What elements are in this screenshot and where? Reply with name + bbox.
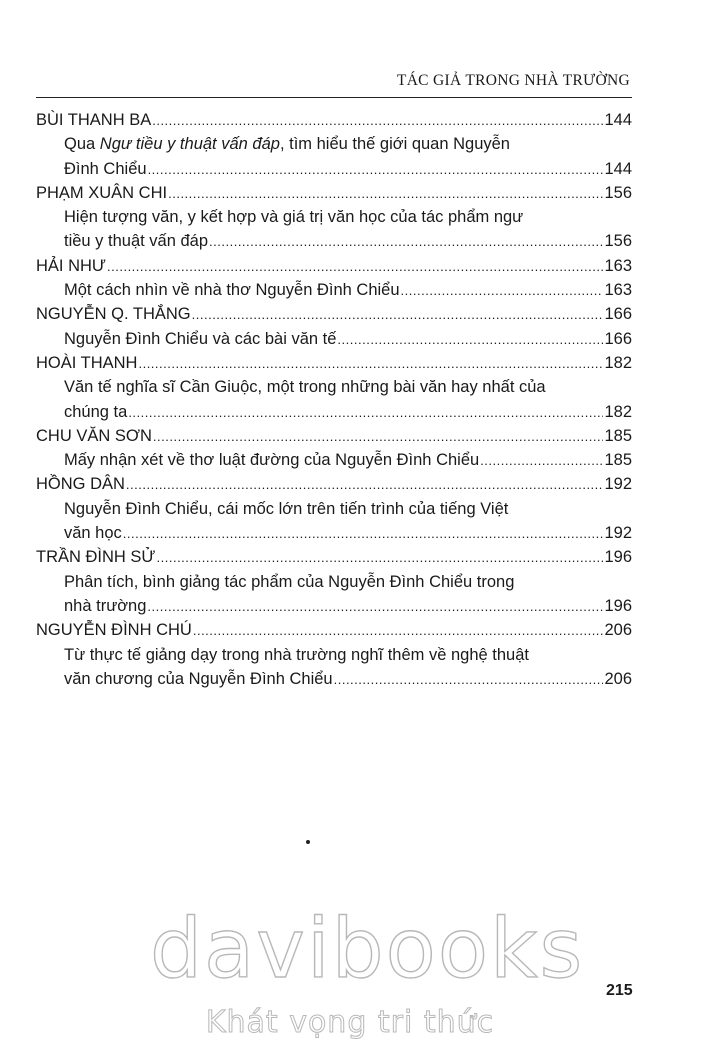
toc-work-title: Nguyễn Đình Chiểu và các bài văn tế [64,329,337,348]
toc-author-name: HỒNG DÂN [36,475,125,494]
toc-work-entry-end [36,229,632,253]
dot-leader [107,255,603,279]
dot-leader [157,546,604,570]
dot-leader [153,425,604,449]
watermark-brand: davibooks [150,902,585,997]
toc-page-number: 182 [604,353,632,372]
toc-author-name: NGUYỄN Q. THẮNG [36,305,191,324]
toc-author-entry [36,351,632,375]
toc-work-entry-end [36,157,632,181]
dot-leader [138,352,603,376]
toc-page-number: 163 [604,256,632,275]
page-number: 215 [606,982,633,999]
toc-work-entry [36,205,632,229]
toc-work-title: Nguyễn Đình Chiểu, cái mốc lớn trên tiến trình của tiếng Việt [64,499,509,518]
toc-author-entry [36,545,632,569]
dot-leader [152,109,603,133]
dot-leader [334,668,604,692]
dot-leader [193,619,604,643]
toc-page-number: 144 [604,159,632,178]
table-of-contents [36,108,632,691]
toc-page-number: 206 [604,669,632,688]
dot-leader [126,473,604,497]
toc-author-entry [36,618,632,642]
toc-work-entry [36,643,632,667]
dot-leader [123,522,604,546]
toc-work-title: Đình Chiểu [64,159,147,178]
toc-author-name: CHU VĂN SƠN [36,426,152,445]
toc-author-name: HẢI NHƯ [36,256,107,275]
toc-page-number: 156 [604,232,632,251]
toc-work-entry [36,132,632,156]
toc-page-number: 185 [604,451,632,470]
toc-author-entry [36,108,632,132]
toc-author-entry [36,254,632,278]
dot-leader [337,328,603,352]
toc-work-entry-end [36,521,632,545]
toc-work-title: Hiện tượng văn, y kết hợp và giá trị văn học của tác phẩm ngư [64,208,524,227]
toc-work-entry-end [36,400,632,424]
toc-page-number: 166 [604,305,632,324]
toc-page-number: 156 [604,183,632,202]
toc-work-title-prefix: Qua [64,135,100,154]
toc-author-name: NGUYỄN ĐÌNH CHÚ [36,621,192,640]
toc-page-number: 206 [604,621,632,640]
toc-work-title: Phân tích, bình giảng tác phẩm của Nguyễn Đình Chiểu trong [64,572,515,591]
toc-work-title: văn học [64,524,122,543]
toc-page-number: 192 [604,524,632,543]
dot-leader [168,182,603,206]
dot-leader [128,401,603,425]
toc-work-entry [36,497,632,521]
toc-page-number: 192 [604,475,632,494]
dot-leader [148,158,604,182]
toc-work-entry [36,327,632,351]
toc-work-title: Văn tế nghĩa sĩ Cần Giuộc, một trong những bài văn hay nhất của [64,378,546,397]
toc-work-title: Mấy nhận xét về thơ luật đường của Nguyễn Đình Chiểu [64,451,480,470]
dot-leader [401,279,604,303]
dot-leader [480,449,603,473]
toc-page-number: 144 [604,111,632,129]
toc-page-number: 185 [604,426,632,445]
toc-work-entry [36,375,632,399]
toc-author-name: HOÀI THANH [36,353,138,372]
dot-leader [209,230,603,254]
toc-work-title: văn chương của Nguyễn Đình Chiểu [64,669,333,688]
toc-work-title-italic: Ngư tiều y thuật vấn đáp [99,135,280,154]
toc-work-entry-end [36,667,632,691]
toc-author-entry [36,472,632,496]
toc-author-name: PHẠM XUÂN CHI [36,183,168,202]
toc-work-title: nhà trường [64,596,147,615]
toc-work-entry-end [36,594,632,618]
ink-speck [306,840,310,844]
toc-author-name: TRẦN ĐÌNH SỬ [36,548,156,567]
toc-author-name: BÙI THANH BA [36,111,152,129]
toc-page-number: 163 [604,281,632,300]
watermark-slogan: Khát vọng tri thức [205,1005,495,1040]
toc-work-title: Một cách nhìn về nhà thơ Nguyễn Đình Chiểu [64,281,400,300]
header-rule [36,97,632,98]
dot-leader [192,303,604,327]
toc-author-entry [36,424,632,448]
toc-work-title: Từ thực tế giảng dạy trong nhà trường nghĩ thêm về nghệ thuật [64,645,529,664]
toc-work-title: tiều y thuật vấn đáp [64,232,209,251]
toc-page-number: 196 [604,548,632,567]
toc-page-number: 166 [604,329,632,348]
toc-work-entry [36,570,632,594]
toc-page-number: 196 [604,596,632,615]
toc-work-title: chúng ta [64,402,128,421]
toc-author-entry [36,181,632,205]
toc-author-entry [36,302,632,326]
toc-work-entry [36,278,632,302]
toc-page-number: 182 [604,402,632,421]
running-header: TÁC GIẢ TRONG NHÀ TRƯỜNG [396,72,630,89]
dot-leader [147,595,603,619]
toc-work-title [64,132,510,156]
toc-work-entry [36,448,632,472]
toc-work-title-suffix: , tìm hiểu thế giới quan Nguyễn [279,135,510,154]
